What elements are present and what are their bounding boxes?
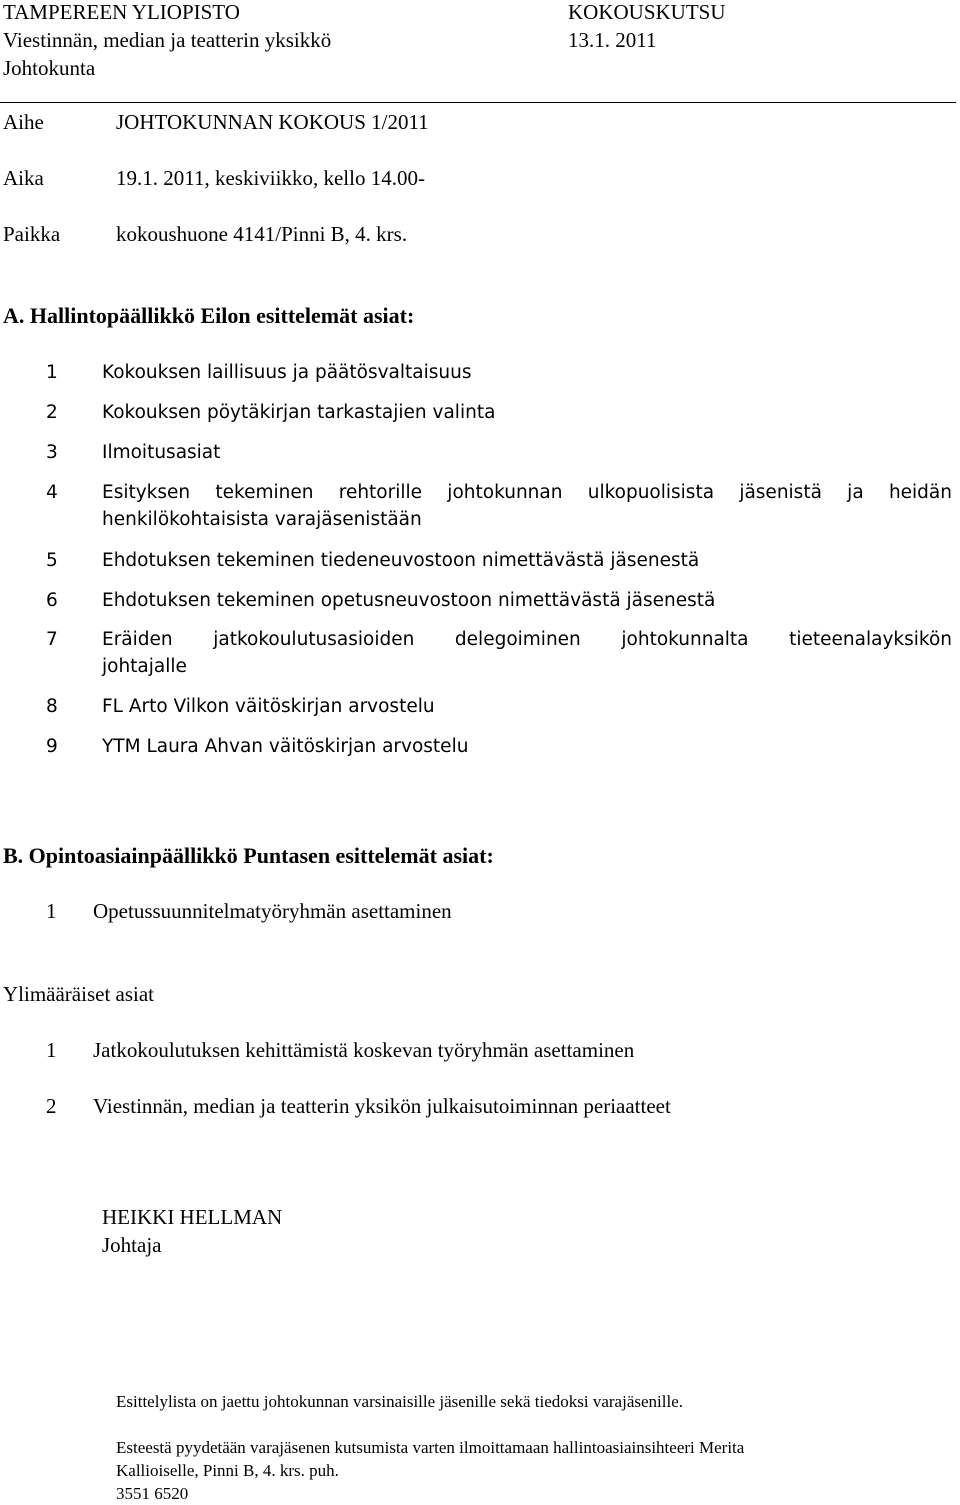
item-number: 2 bbox=[46, 402, 58, 423]
body-name: Johtokunta bbox=[3, 56, 96, 80]
agenda-item bbox=[46, 694, 916, 720]
item-text: Ehdotuksen tekeminen opetusneuvostoon nimettävästä jäsenestä bbox=[102, 590, 716, 611]
item-text-line1: Eräiden jatkokoulutusasioiden delegoiminen johtokunnalta tieteenalayksikön bbox=[102, 629, 952, 650]
item-text: Ehdotuksen tekeminen tiedeneuvostoon nimettävästä jäsenestä bbox=[102, 550, 700, 571]
document-type: KOKOUSKUTSU bbox=[568, 0, 726, 24]
item-number: 5 bbox=[46, 550, 58, 571]
item-text: Kokouksen pöytäkirjan tarkastajien valinta bbox=[102, 402, 496, 423]
extra-items-title: Ylimääräiset asiat bbox=[3, 982, 155, 1006]
signer-name: HEIKKI HELLMAN bbox=[102, 1205, 283, 1229]
document-date: 13.1. 2011 bbox=[568, 28, 657, 52]
agenda-item bbox=[46, 440, 916, 466]
item-text: Viestinnän, median ja teatterin yksikön julkaisutoiminnan periaatteet bbox=[93, 1094, 671, 1118]
item-number: 7 bbox=[46, 629, 58, 650]
item-number: 1 bbox=[46, 362, 58, 383]
time-value: 19.1. 2011, keskiviikko, kello 14.00- bbox=[116, 166, 425, 190]
agenda-item bbox=[46, 548, 916, 574]
agenda-item bbox=[46, 1037, 916, 1063]
item-text-line2: johtajalle bbox=[102, 656, 187, 677]
signer-title: Johtaja bbox=[102, 1233, 162, 1257]
header-divider bbox=[0, 102, 956, 103]
item-text: Jatkokoulutuksen kehittämistä koskevan työryhmän asettaminen bbox=[93, 1038, 635, 1062]
agenda-item bbox=[46, 734, 916, 760]
place-value: kokoushuone 4141/Pinni B, 4. krs. bbox=[116, 222, 408, 246]
item-text: Ilmoitusasiat bbox=[102, 442, 221, 463]
subject-label: Aihe bbox=[3, 110, 44, 134]
item-number: 3 bbox=[46, 442, 58, 463]
absence-note-line2: Kallioiselle, Pinni B, 4. krs. puh. bbox=[116, 1461, 339, 1480]
item-number: 1 bbox=[46, 1038, 57, 1062]
item-number: 9 bbox=[46, 736, 58, 757]
agenda-item bbox=[46, 627, 952, 681]
item-number: 6 bbox=[46, 590, 58, 611]
item-number: 4 bbox=[46, 482, 58, 503]
agenda-item bbox=[46, 480, 952, 534]
item-text-line2: henkilökohtaisista varajäsenistään bbox=[102, 509, 422, 530]
agenda-item bbox=[46, 1093, 916, 1119]
item-number: 8 bbox=[46, 696, 58, 717]
university-name: TAMPEREEN YLIOPISTO bbox=[3, 0, 240, 24]
unit-name: Viestinnän, median ja teatterin yksikkö bbox=[3, 28, 332, 52]
absence-note-line1: Esteestä pyydetään varajäsenen kutsumista varten ilmoittamaan hallintoasiainsihteeri Merita bbox=[116, 1438, 745, 1457]
subject-value: JOHTOKUNNAN KOKOUS 1/2011 bbox=[116, 110, 429, 134]
item-text: Kokouksen laillisuus ja päätösvaltaisuus bbox=[102, 362, 472, 383]
distribution-note: Esittelylista on jaettu johtokunnan varsinaisille jäsenille sekä tiedoksi varajäsenille. bbox=[116, 1392, 683, 1411]
phone-number: 3551 6520 bbox=[116, 1484, 189, 1503]
time-label: Aika bbox=[3, 166, 44, 190]
item-text: Opetussuunnitelmatyöryhmän asettaminen bbox=[93, 899, 452, 923]
agenda-item bbox=[46, 898, 916, 924]
agenda-item bbox=[46, 360, 916, 386]
item-text: YTM Laura Ahvan väitöskirjan arvostelu bbox=[102, 736, 469, 757]
item-text: FL Arto Vilkon väitöskirjan arvostelu bbox=[102, 696, 435, 717]
section-b-title: B. Opintoasiainpäällikkö Puntasen esittelemät asiat: bbox=[3, 843, 494, 868]
agenda-item bbox=[46, 588, 916, 614]
item-number: 1 bbox=[46, 899, 57, 923]
agenda-item bbox=[46, 400, 916, 426]
section-a-title: A. Hallintopäällikkö Eilon esittelemät asiat: bbox=[3, 303, 415, 328]
item-number: 2 bbox=[46, 1094, 57, 1118]
item-text-line1: Esityksen tekeminen rehtorille johtokunnan ulkopuolisista jäsenistä ja heidän bbox=[102, 482, 952, 503]
place-label: Paikka bbox=[3, 222, 61, 246]
